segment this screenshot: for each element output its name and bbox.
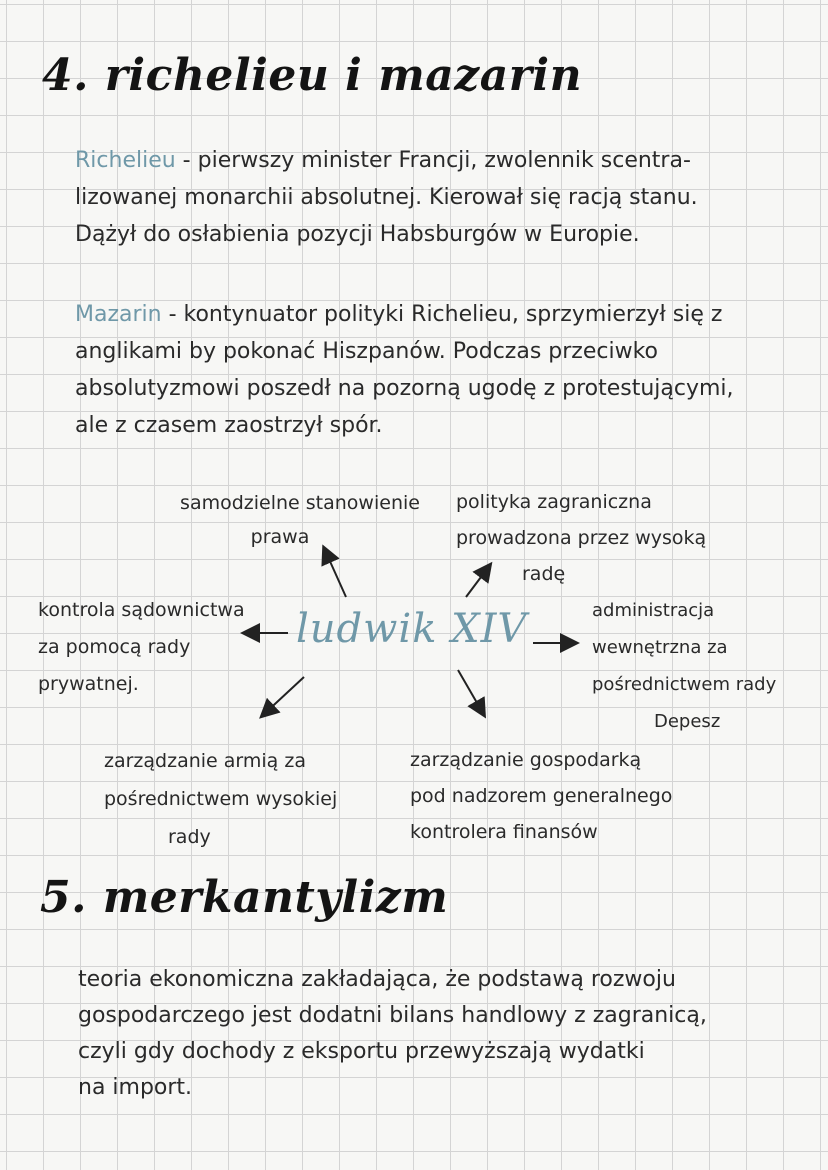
- node-left-line-1: kontrola sądownictwa: [38, 599, 245, 621]
- section-5-heading: 5. merkantylizm: [40, 872, 449, 923]
- merkantylizm-line-3: czyli gdy dochody z eksportu przewyższają wydatki: [78, 1039, 645, 1064]
- richelieu-line-3: Dążył do osłabienia pozycji Habsburgów w Europie.: [75, 222, 640, 247]
- node-right-line-3: pośrednictwem rady: [592, 674, 777, 695]
- node-right-line-2: wewnętrzna za: [592, 637, 728, 658]
- richelieu-line-2: lizowanej monarchii absolutnej. Kierował się racją stanu.: [75, 185, 698, 210]
- node-top-left: [180, 486, 420, 554]
- section-4-heading: 4. richelieu i mazarin: [42, 50, 583, 101]
- node-bottom-left-line-2: pośrednictwem wysokiej: [104, 788, 338, 810]
- node-bottom-right-line-1: zarządzanie gospodarką: [410, 749, 642, 771]
- arrow-bottom-left: [262, 677, 304, 716]
- node-right-line-1: administracja: [592, 600, 715, 621]
- node-left-line-2: za pomocą rady: [38, 636, 191, 658]
- merkantylizm-line-2: gospodarczego jest dodatni bilans handlowy z zagranicą,: [78, 1003, 707, 1028]
- node-bottom-right-line-2: pod nadzorem generalnego: [410, 785, 673, 807]
- arrow-top-left: [324, 548, 346, 597]
- node-bottom-left-line-1: zarządzanie armią za: [104, 750, 306, 772]
- merkantylizm-paragraph: [78, 962, 778, 1106]
- mazarin-line-3: absolutyzmowi poszedł na pozorną ugodę z protestującymi,: [75, 376, 734, 401]
- merkantylizm-line-4: na import.: [78, 1075, 193, 1100]
- node-top-right-line-1: polityka zagraniczna: [456, 491, 652, 513]
- mindmap-center: ludwik XIV: [296, 606, 528, 652]
- arrow-bottom-right: [458, 670, 484, 715]
- node-right: [592, 592, 776, 740]
- node-top-left-line-1: samodzielne stanowienie: [180, 492, 420, 514]
- node-top-right-line-2: prowadzona przez wysoką: [456, 527, 707, 549]
- node-top-right-line-3: radę: [522, 563, 566, 585]
- mazarin-term: Mazarin: [75, 302, 162, 327]
- node-left-line-3: prywatnej.: [38, 673, 139, 695]
- node-left: [38, 592, 245, 703]
- node-bottom-left-line-3: rady: [168, 826, 211, 848]
- node-top-left-line-2: prawa: [250, 526, 310, 548]
- node-bottom-right: [410, 742, 672, 850]
- node-bottom-right-line-3: kontrolera finansów: [410, 821, 598, 843]
- node-top-right: [456, 484, 706, 592]
- merkantylizm-line-1: teoria ekonomiczna zakładająca, że podstawą rozwoju: [78, 967, 676, 992]
- richelieu-line-1: - pierwszy minister Francji, zwolennik scentra-: [175, 148, 691, 173]
- mazarin-line-1: - kontynuator polityki Richelieu, sprzymierzył się z: [161, 302, 723, 327]
- node-right-line-4: Depesz: [654, 711, 721, 732]
- node-bottom-left: [104, 742, 337, 856]
- richelieu-term: Richelieu: [75, 148, 176, 173]
- mazarin-line-2: anglikami by pokonać Hiszpanów. Podczas przeciwko: [75, 339, 658, 364]
- mazarin-line-4: ale z czasem zaostrzył spór.: [75, 413, 383, 438]
